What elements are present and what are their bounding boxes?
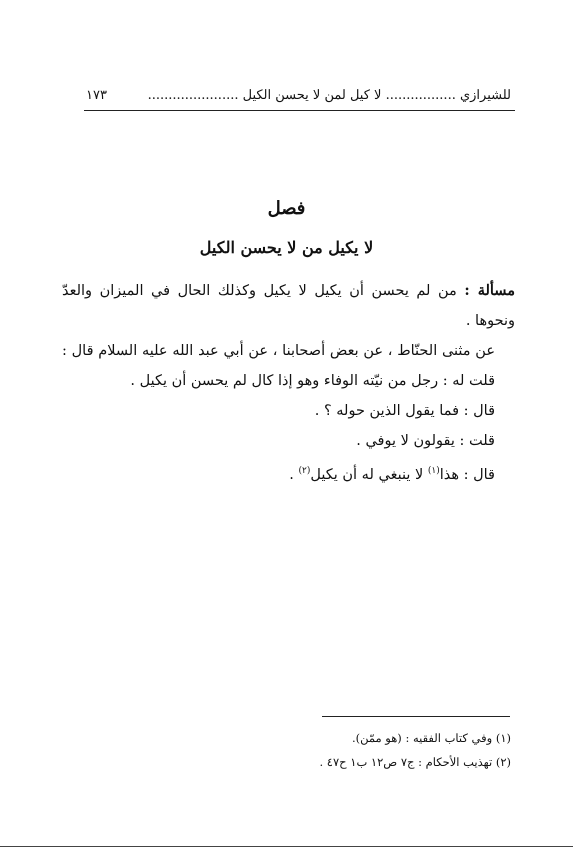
footnotes bbox=[62, 726, 511, 774]
running-title: للشيرازي ................. لا كيل لمن لا يحسن الكيل ...................... bbox=[147, 87, 511, 103]
page-number: ١٧٣ bbox=[86, 87, 107, 103]
footnote-2: (٢) تهذيب الأحكام : ج٧ ص١٢ ب١ ح٤٧ . bbox=[319, 755, 511, 769]
narration-paragraph: عن مثنى الحنّاط ، عن بعض أصحابنا ، عن أبي عبد الله عليه السلام قال : قلت له : رجل من نيّته الوفاء وهو إذا كال لم يحسن أن يكيل . bbox=[62, 343, 495, 389]
chapter-title: لا يكيل من لا يحسن الكيل bbox=[199, 238, 374, 257]
running-header bbox=[86, 84, 511, 106]
dialogue-line-3-start: قال : هذا bbox=[439, 466, 495, 483]
page-bottom-edge bbox=[0, 846, 573, 847]
footnote-divider bbox=[322, 716, 510, 717]
dialogue-line-3-middle: لا ينبغي له أن يكيل bbox=[310, 466, 428, 483]
masala-text: من لم يحسن أن يكيل لا يكيل وكذلك الحال في الميزان والعدّ ونحوها . bbox=[62, 283, 515, 329]
dialogue-line-2: قلت : يقولون لا يوفي . bbox=[356, 433, 495, 449]
footnote-ref-1[interactable]: (١) bbox=[427, 466, 440, 476]
footnote-ref-2[interactable]: (٢) bbox=[298, 466, 311, 476]
dialogue-line-3-end: . bbox=[289, 466, 299, 483]
footnote-1: (١) وفي كتاب الفقيه : (هو ممّن). bbox=[351, 731, 511, 745]
masala-paragraph bbox=[62, 276, 515, 336]
dialogue-line-3 bbox=[62, 456, 515, 490]
header-divider bbox=[84, 110, 515, 111]
dialogue-line-1: قال : فما يقول الذين حوله ؟ . bbox=[314, 403, 495, 419]
section-title: فصل bbox=[267, 198, 306, 219]
masala-label: مسألة : bbox=[464, 282, 516, 299]
body-text bbox=[62, 276, 515, 490]
